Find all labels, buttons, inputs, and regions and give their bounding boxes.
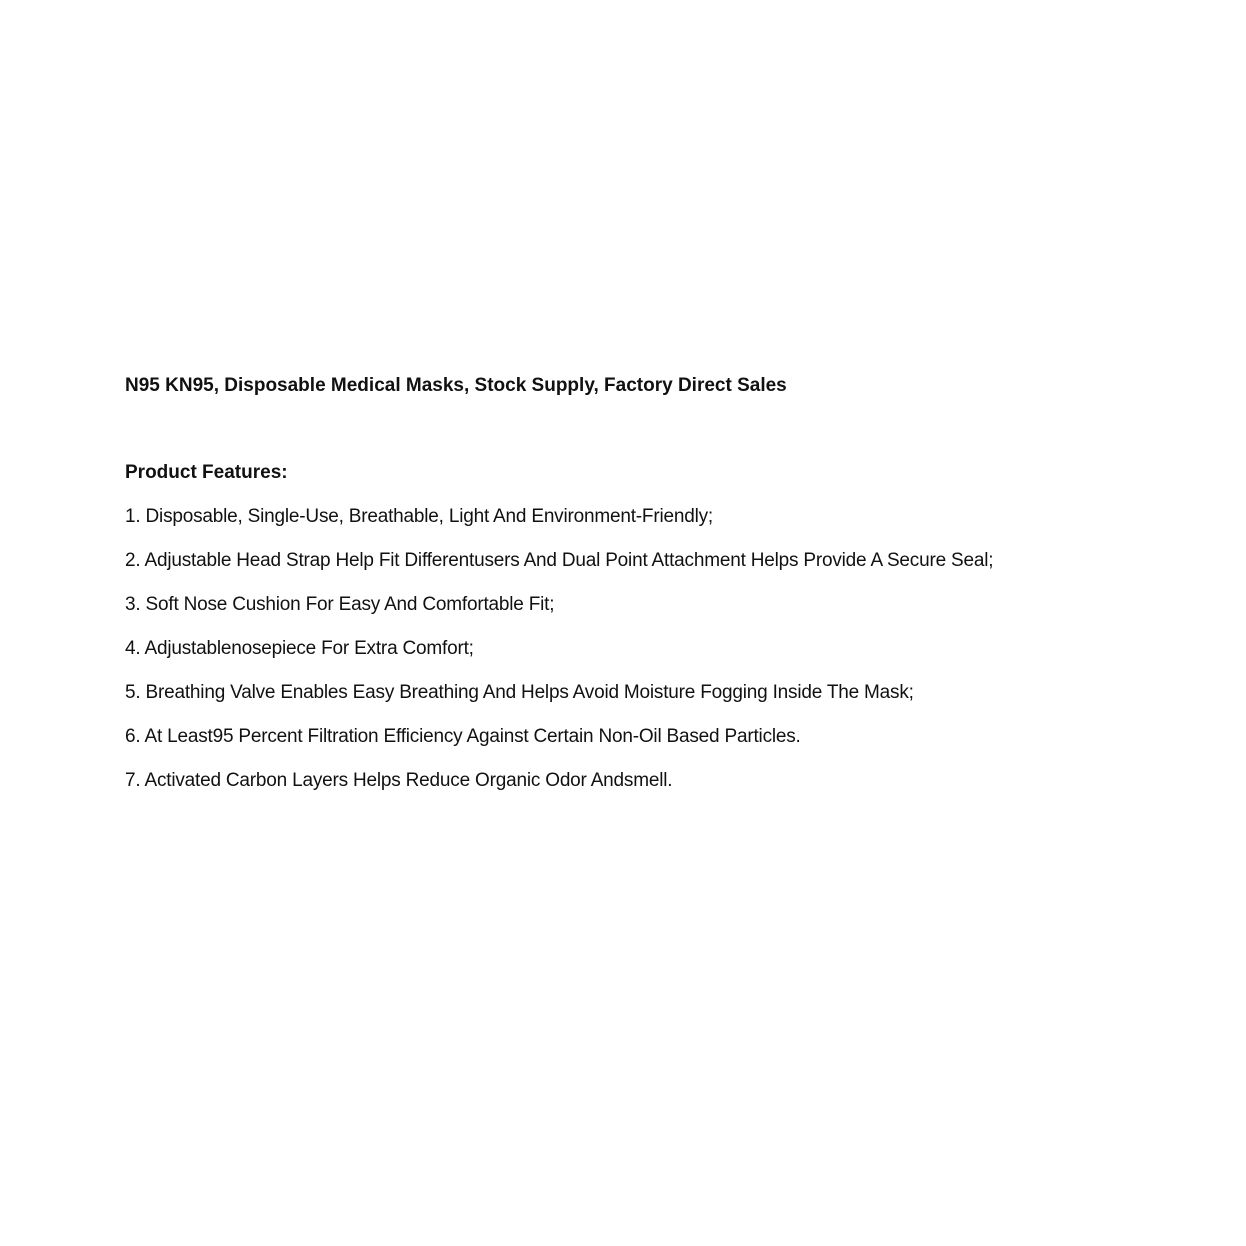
product-title: N95 KN95, Disposable Medical Masks, Stock Supply, Factory Direct Sales (125, 375, 787, 396)
product-description (125, 372, 1205, 811)
feature-item-2: 2. Adjustable Head Strap Help Fit Differentusers And Dual Point Attachment Helps Provide A Secure Seal; (125, 550, 994, 571)
feature-item-5: 5. Breathing Valve Enables Easy Breathing And Helps Avoid Moisture Fogging Inside The Mask; (125, 682, 914, 703)
features-heading: Product Features: (125, 462, 288, 483)
feature-item-4: 4. Adjustablenosepiece For Extra Comfort; (125, 638, 474, 659)
feature-item-3: 3. Soft Nose Cushion For Easy And Comfortable Fit; (125, 594, 555, 615)
feature-item-7: 7. Activated Carbon Layers Helps Reduce Organic Odor Andsmell. (125, 770, 673, 791)
feature-list (125, 503, 1205, 795)
feature-item-6: 6. At Least95 Percent Filtration Efficiency Against Certain Non-Oil Based Particles. (125, 726, 801, 747)
feature-item-1: 1. Disposable, Single-Use, Breathable, Light And Environment-Friendly; (125, 506, 713, 527)
